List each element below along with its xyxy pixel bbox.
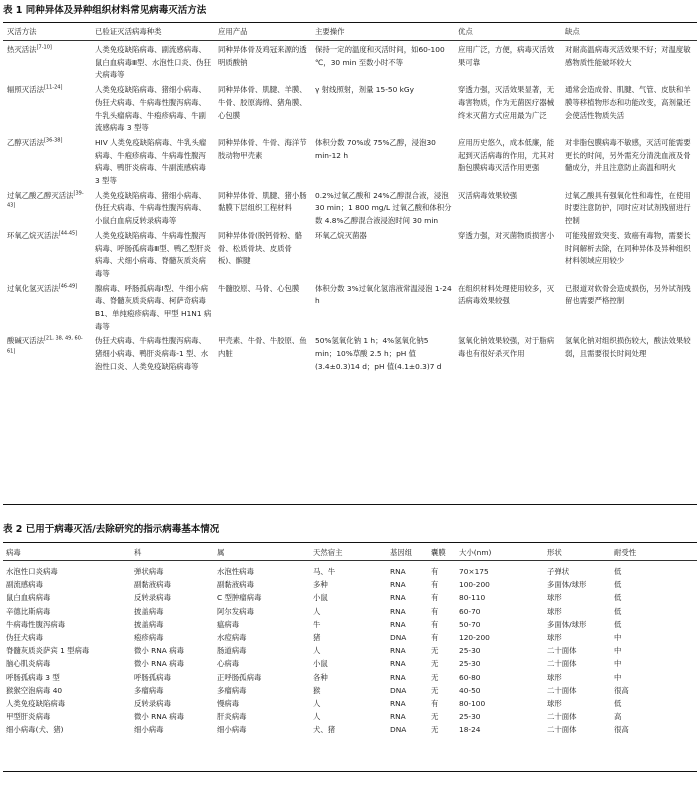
table2-cell-genus: 阿尔发病毒 — [217, 606, 254, 616]
table1-cell-products-text: 甲壳素、牛骨、牛胶原、鱼内脏 — [218, 336, 307, 359]
table2-cell-shape: 球形 — [547, 593, 562, 603]
table2-cell-envelope: 无 — [431, 646, 439, 656]
table2-cell-genus: 肝炎病毒 — [217, 712, 247, 722]
table1-cell-cons — [561, 333, 697, 373]
table1-cell-viruses-text: 腺病毒、呼肠孤病毒Ⅰ型、牛细小病毒、脊髓灰质炎病毒、柯萨奇病毒 B1、单纯疱疹病毒、甲型 H1N1 病毒等 — [95, 283, 212, 331]
table2-cell-genome: RNA — [390, 593, 406, 603]
table1-cell-pros-text: 应用广泛，方便，病毒灭活效果可靠 — [458, 45, 555, 67]
table2-cell-size: 80-110 — [459, 593, 486, 603]
table1-cell-cons-text: 氢氧化钠对组织损伤较大，酸法效果较弱，且需要很长时间处理 — [565, 336, 691, 359]
table1-cell-operation-text: 50%氢氧化钠 1 h；4%氢氧化钠5 min；10%草酸 2.5 h；pH 值(3.4±0.3)14 d；pH 值(4.1±0.3)7 d — [315, 336, 442, 371]
table1-cell-pros — [454, 135, 561, 188]
table2-cell-host: 多种 — [313, 580, 328, 590]
table1-cell-products — [214, 82, 311, 135]
table1-cell-cons — [561, 135, 697, 188]
table2-cell-size: 18-24 — [459, 725, 481, 735]
table2-cell-size: 40-50 — [459, 685, 481, 695]
table1-cell-operation — [311, 188, 454, 228]
table2-cell-resistance: 高 — [614, 712, 622, 722]
table1-cell-method — [3, 281, 91, 334]
table2-cell-genome: RNA — [390, 567, 406, 576]
table2-cell-envelope: 有 — [431, 593, 439, 603]
table2-cell-virus: 辛德比斯病毒 — [6, 606, 51, 616]
table1-cell-method — [3, 333, 91, 373]
table2-cell-shape: 球形 — [547, 606, 562, 616]
table1-cell-viruses — [91, 82, 214, 135]
table1-cell-operation-text: 环氧乙烷灭菌器 — [315, 230, 367, 240]
table1-top-rule — [3, 22, 697, 23]
table2-cell-genome: RNA — [390, 646, 406, 656]
table2-row — [3, 592, 697, 605]
table2-cell-size: 50-70 — [459, 619, 481, 629]
table2-cell-host: 人 — [313, 606, 321, 616]
table1-cell-viruses — [91, 188, 214, 228]
table1-row — [3, 82, 697, 135]
table1-cell-products-text: 同种异体骨、肌腱、羊膜、牛骨、胶原海绵、猪角膜、心包膜 — [218, 85, 307, 120]
table2-cell-genus: 细小病毒 — [217, 725, 247, 735]
table2-cell-host: 犬、猪 — [313, 725, 336, 735]
table1-header-viruses: 已验证灭活病毒种类 — [95, 27, 162, 36]
table2-cell-size: 25-30 — [459, 712, 481, 722]
table2-cell-virus: 甲型肝炎病毒 — [6, 712, 51, 722]
table2-header-genome: 基因组 — [390, 548, 413, 557]
table2-cell-envelope: 有 — [431, 580, 439, 590]
table1-cell-products — [214, 228, 311, 281]
table1-cell-cons — [561, 82, 697, 135]
table2-cell-virus: 猴猴空泡病毒 40 — [6, 685, 63, 695]
table1-cell-cons — [561, 42, 697, 82]
table2-row — [3, 724, 697, 737]
table2-cell-envelope: 无 — [431, 725, 439, 735]
table1-cell-cons-text: 对非脂包膜病毒不敏感，灭活可能需要更长的时间，另外需充分清洗血液及骨髓成分，并且注意防止高温和明火 — [565, 137, 691, 173]
table2-cell-virus: 牛病毒性腹泻病毒 — [6, 619, 66, 629]
table2-cell-family: 微小 RNA 病毒 — [134, 712, 184, 722]
table2-cell-envelope: 无 — [431, 659, 439, 669]
table2-row — [3, 605, 697, 618]
table2-row — [3, 684, 697, 697]
table2-cell-host: 小鼠 — [313, 659, 328, 669]
table1-cell-cons-text: 可能残留致突变、致癌有毒物，需要长时间解析去除，在同种异体及异种组织材料领域应用较少 — [565, 230, 691, 266]
table2-cell-family: 疱疹病毒 — [134, 632, 164, 642]
table2-cell-genome: RNA — [390, 712, 406, 722]
table1-cell-viruses-text: 人类免疫缺陷病毒、猪细小病毒、伪狂犬病毒、牛病毒性腹泻病毒、小鼠白血病反转录病毒等 — [95, 190, 206, 226]
table2-cell-resistance: 低 — [614, 619, 622, 629]
table2-cell-size: 100-200 — [459, 580, 490, 590]
table2-cell-host: 各种 — [313, 672, 328, 682]
table2-cell-family: 细小病毒 — [134, 725, 164, 735]
table2-cell-family: 弹状病毒 — [134, 567, 164, 576]
table2-cell-host: 猴 — [313, 685, 321, 695]
table2-cell-shape: 球形 — [547, 698, 562, 708]
table1-cell-operation — [311, 42, 454, 82]
table2-header-genus: 属 — [217, 548, 225, 557]
table1-cell-operation — [311, 135, 454, 188]
table2-cell-genus: 心病毒 — [217, 659, 240, 669]
table2-cell-family: 披盖病毒 — [134, 619, 164, 629]
table2-cell-family: 反转录病毒 — [134, 593, 171, 603]
table2-cell-resistance: 中 — [614, 632, 622, 642]
table2-cell-host: 人 — [313, 712, 321, 722]
table2-cell-host: 人 — [313, 646, 321, 656]
table1-cell-operation-text: γ 射线照射，剂量 15-50 kGy — [315, 85, 415, 95]
table1-cell-method-text: 过氧乙酸乙醇灭活法 — [7, 190, 74, 200]
table1-bottom-rule — [3, 504, 697, 505]
table1-header-row — [3, 24, 697, 42]
table2-cell-size: 80-100 — [459, 698, 486, 708]
table2-cell-virus: 副流感病毒 — [6, 580, 43, 590]
table2-cell-virus: 呼肠孤病毒 3 型 — [6, 672, 60, 682]
table1-cell-viruses-text: HIV 人类免疫缺陷病毒、牛乳头瘤病毒、牛疱疹病毒、牛病毒性腹泻病毒、鸭肝炎病毒、牛副流感病毒 3 型等 — [95, 137, 207, 186]
table1-cell-operation-text: 0.2%过氧乙酸和 24%乙醇混合液，浸泡 30 min；1 800 mg/L 过氧乙酸和体积分数 4.8%乙醇混合液浸泡时间 30 min — [315, 190, 452, 226]
table2-cell-resistance: 低 — [614, 606, 622, 616]
table1-cell-cons — [561, 188, 697, 228]
table1-cell-method-text: 辐照灭活法 — [7, 85, 44, 95]
table2-row — [3, 658, 697, 671]
table1-cell-operation — [311, 333, 454, 373]
table2-cell-family: 多瘤病毒 — [134, 685, 164, 695]
table2-cell-genome: DNA — [390, 685, 407, 695]
table1-cell-operation — [311, 228, 454, 281]
table2-cell-genome: DNA — [390, 632, 407, 642]
table2-cell-family: 副黏液病毒 — [134, 580, 171, 590]
table2-cell-envelope: 无 — [431, 685, 439, 695]
table1-cell-pros-text: 应用历史悠久，成本低廉，能起到灭活病毒的作用，尤其对脂包膜病毒灭活作用更强 — [458, 137, 555, 173]
table2-cell-genus: 慢病毒 — [217, 698, 240, 708]
table2-cell-genome: RNA — [390, 619, 406, 629]
table2-cell-resistance: 很高 — [614, 725, 629, 735]
table1-cell-viruses — [91, 135, 214, 188]
table2-header-size: 大小(nm) — [459, 548, 492, 557]
table2-cell-host: 牛 — [313, 619, 321, 629]
table1-cell-pros — [454, 281, 561, 334]
table2-cell-resistance: 低 — [614, 580, 622, 590]
table2-cell-shape: 二十面体 — [547, 712, 577, 722]
table1-cell-products — [214, 135, 311, 188]
table2-cell-shape: 球形 — [547, 632, 562, 642]
table2-cell-host: 马、牛 — [313, 567, 336, 576]
table2-row — [3, 697, 697, 710]
table1-header-cons: 缺点 — [565, 27, 580, 36]
table1-reference: [21, 38, 49, 60-61] — [7, 336, 83, 355]
table2-cell-genus: 水泡性病毒 — [217, 567, 254, 576]
table2-cell-family: 呼肠孤病毒 — [134, 672, 171, 682]
table2-cell-virus: 水泡性口炎病毒 — [6, 567, 58, 576]
table1-cell-viruses-text: 人类免疫缺陷病毒、猪细小病毒、伪狂犬病毒、牛病毒性腹泻病毒、牛乳头瘤病毒、牛疱疹病毒、牛副流感病毒 3 型等 — [95, 85, 206, 133]
table1-reference: [39-43] — [7, 190, 84, 209]
table2-cell-virus: 人类免疫缺陷病毒 — [6, 698, 66, 708]
table2-caption: 表 2 已用于病毒灭活/去除研究的指示病毒基本情况 — [3, 524, 220, 535]
table2-cell-virus: 细小病毒(犬、猪) — [6, 725, 64, 735]
table1-cell-operation-text: 体积分数 3%过氧化氢溶液常温浸泡 1-24 h — [315, 283, 452, 306]
table1-cell-pros-text: 穿透力强，对灭菌物质损害小 — [458, 230, 555, 240]
table2-cell-family: 微小 RNA 病毒 — [134, 659, 184, 669]
table2-cell-resistance: 低 — [614, 698, 622, 708]
table2-cell-virus: 伪狂犬病毒 — [6, 632, 43, 642]
table1-cell-products-text: 同种异体骨(脱钙骨粉、骼骨、松质骨块、皮质骨板)、髌腱 — [218, 230, 303, 266]
table1-cell-products — [214, 188, 311, 228]
table2-cell-genome: RNA — [390, 580, 406, 590]
table2-cell-family: 微小 RNA 病毒 — [134, 646, 184, 656]
table2-header-virus: 病毒 — [6, 548, 21, 557]
table2-header-shape: 形状 — [547, 548, 562, 557]
table2-cell-shape: 二十面体 — [547, 646, 577, 656]
table2-cell-size: 25-30 — [459, 659, 481, 669]
table2-header-family: 科 — [134, 548, 142, 557]
table1-row — [3, 188, 697, 228]
table1-header-method: 灭活方法 — [7, 27, 37, 36]
table2-cell-genus: 副黏液病毒 — [217, 580, 254, 590]
table2-cell-envelope: 有 — [431, 632, 439, 642]
table2-cell-host: 小鼠 — [313, 593, 328, 603]
table2-cell-shape: 二十面体 — [547, 659, 577, 669]
table2-cell-shape: 二十面体 — [547, 725, 577, 735]
table2-cell-resistance: 中 — [614, 659, 622, 669]
table1-cell-pros — [454, 82, 561, 135]
table2-row — [3, 671, 697, 684]
table1-reference: [46-49] — [58, 283, 78, 290]
table1-cell-pros-text: 在组织材料处理使用较多，灭活病毒效果较强 — [458, 283, 555, 306]
table1-header-operation: 主要操作 — [315, 27, 345, 36]
table1-reference: [44-45] — [58, 230, 78, 237]
table2-row — [3, 631, 697, 644]
table2-cell-genome: RNA — [390, 606, 406, 616]
table2-header-envelope: 囊膜 — [431, 548, 446, 557]
table2-cell-resistance: 低 — [614, 567, 622, 576]
table1-cell-viruses-text: 伪狂犬病毒、牛病毒性腹泻病毒、猪细小病毒、鸭肝炎病毒-1 型、水泡性口炎、人类免疫缺陷病毒等 — [95, 336, 209, 371]
table1-cell-operation — [311, 281, 454, 334]
table1-row — [3, 333, 697, 373]
table1-reference: [36-38] — [43, 137, 63, 144]
table1-row — [3, 135, 697, 188]
table1-cell-pros — [454, 42, 561, 82]
table2-cell-host: 猪 — [313, 632, 321, 642]
table1-cell-cons-text: 已报道对软骨会造成损伤，另外试剂残留也需要严格控制 — [565, 283, 691, 306]
table1-cell-pros-text: 穿透力强，灭活效果显著，无毒害物质，作为无菌医疗器械终末灭菌方式应用最为广泛 — [458, 85, 555, 120]
table1-cell-pros — [454, 188, 561, 228]
table1-cell-method — [3, 188, 91, 228]
table1-cell-viruses — [91, 281, 214, 334]
table1-cell-method-text: 热灭活法 — [7, 45, 37, 54]
table1-cell-method — [3, 228, 91, 281]
table2-cell-virus: 脑心肌炎病毒 — [6, 659, 51, 669]
table2-cell-envelope: 无 — [431, 672, 439, 682]
table1-header-pros: 优点 — [458, 27, 473, 36]
table2-cell-genome: RNA — [390, 698, 406, 708]
table2-cell-size: 60-70 — [459, 606, 481, 616]
table2 — [3, 545, 697, 737]
table2-cell-genus: C 型肿瘤病毒 — [217, 593, 262, 603]
table1-cell-method-text: 过氧化氢灭活法 — [7, 283, 59, 293]
table1-cell-pros — [454, 333, 561, 373]
table2-cell-shape: 多面体/球形 — [547, 580, 587, 590]
table1-header-products: 应用产品 — [218, 27, 248, 36]
table2-cell-virus: 脊髓灰质炎萨宾 1 型病毒 — [6, 646, 90, 656]
table1-cell-operation-text: 体积分数 70%或 75%乙醇，浸泡30 min-12 h — [315, 137, 436, 160]
table2-cell-resistance: 中 — [614, 672, 622, 682]
table1-cell-method — [3, 42, 91, 82]
table1-cell-cons-text: 过氧乙酸具有强氧化性和毒性，在使用时要注意防护，同时应对试剂残留进行控制 — [565, 190, 691, 226]
table2-row — [3, 562, 697, 579]
table1-cell-products-text: 同种异体骨、牛骨、海洋节肢动物甲壳素 — [218, 137, 307, 160]
table2-cell-genus: 多瘤病毒 — [217, 685, 247, 695]
table1-row — [3, 228, 697, 281]
table2-cell-shape: 球形 — [547, 672, 562, 682]
table1-cell-products-text: 同种异体骨及鸡冠来源的透明质酸钠 — [218, 45, 307, 67]
table1-cell-cons-text: 对耐高温病毒灭活效果不好；对温度敏感物质性能破坏较大 — [565, 45, 691, 67]
table1-cell-products — [214, 281, 311, 334]
table2-row — [3, 645, 697, 658]
table2-row — [3, 618, 697, 631]
table2-cell-genome: RNA — [390, 659, 406, 669]
table2-top-rule — [3, 542, 697, 543]
table2-row — [3, 579, 697, 592]
table2-cell-envelope: 有 — [431, 606, 439, 616]
table1-cell-method-text: 酸碱灭活法 — [7, 336, 44, 346]
table1-cell-cons — [561, 228, 697, 281]
table2-cell-envelope: 有 — [431, 619, 439, 629]
table2-cell-genus: 水痘病毒 — [217, 632, 247, 642]
table1-cell-method-text: 环氧乙烷灭活法 — [7, 230, 59, 240]
table2-header-resistance: 耐受性 — [614, 548, 637, 557]
table2-cell-envelope: 无 — [431, 712, 439, 722]
table1 — [3, 24, 697, 374]
table1-reference: [11-24] — [43, 84, 63, 91]
table2-bottom-rule — [3, 771, 697, 772]
table1-cell-products — [214, 333, 311, 373]
table2-cell-genome: RNA — [390, 672, 406, 682]
table1-cell-viruses — [91, 42, 214, 82]
table1-cell-viruses-text: 人类免疫缺陷病毒、牛病毒性腹泻病毒、呼肠孤病毒Ⅲ型、鸭乙型肝炎病毒、犬细小病毒、脊髓灰质炎病毒等 — [95, 230, 211, 278]
table1-cell-viruses-text: 人类免疫缺陷病毒、副流感病毒、鼠白血病毒Ⅲ型、水泡性口炎、伪狂犬病毒等 — [95, 45, 211, 80]
table1-caption: 表 1 同种异体及异种组织材料常见病毒灭活方法 — [3, 5, 207, 16]
table1-cell-cons-text: 通常会造成骨、肌腱、气管、皮肤和羊膜等移植物形态和功能改变，高剂量还会使活性物质失活 — [565, 85, 691, 120]
table2-cell-family: 反转录病毒 — [134, 698, 171, 708]
table1-cell-pros-text: 灭活病毒效果较强 — [458, 190, 518, 200]
table1-cell-pros — [454, 228, 561, 281]
table2-cell-resistance: 低 — [614, 593, 622, 603]
table1-reference: [7-10] — [36, 44, 52, 51]
table2-header-row — [3, 545, 697, 562]
table1-row — [3, 42, 697, 82]
table2-row — [3, 710, 697, 723]
table2-cell-envelope: 有 — [431, 698, 439, 708]
table2-cell-resistance: 很高 — [614, 685, 629, 695]
table2-cell-size: 120-200 — [459, 632, 490, 642]
table1-cell-pros-text: 氢氧化钠效果较强，对于脂病毒也有很好杀灭作用 — [458, 336, 555, 359]
table2-cell-resistance: 中 — [614, 646, 622, 656]
table1-cell-viruses — [91, 333, 214, 373]
table1-row — [3, 281, 697, 334]
table2-cell-shape: 多面体/球形 — [547, 619, 587, 629]
table1-cell-products — [214, 42, 311, 82]
table2-cell-envelope: 有 — [431, 567, 439, 576]
table2-cell-shape: 子弹状 — [547, 567, 570, 576]
table2-cell-genus: 正呼肠孤病毒 — [217, 672, 262, 682]
table1-cell-method — [3, 135, 91, 188]
table1-cell-operation-text: 保持一定的温度和灭活时间，如60-100 ℃，30 min 至数小时不等 — [315, 45, 445, 67]
table1-cell-method-text: 乙醇灭活法 — [7, 137, 44, 147]
table2-cell-family: 披盖病毒 — [134, 606, 164, 616]
table2-cell-genome: DNA — [390, 725, 407, 735]
table1-cell-cons — [561, 281, 697, 334]
table2-cell-genus: 瘟病毒 — [217, 619, 240, 629]
table1-cell-viruses — [91, 228, 214, 281]
table2-cell-shape: 二十面体 — [547, 685, 577, 695]
table1-cell-operation — [311, 82, 454, 135]
table1-cell-method — [3, 82, 91, 135]
table2-cell-virus: 鼠白血病病毒 — [6, 593, 51, 603]
table2-header-host: 天然宿主 — [313, 548, 343, 557]
table1-cell-products-text: 牛髓胶原、马骨、心包膜 — [218, 283, 300, 293]
table2-cell-size: 60-80 — [459, 672, 481, 682]
table2-cell-size: 70×175 — [459, 567, 489, 576]
table1-cell-products-text: 同种异体骨、肌腱、猪小肠黏膜下层组织工程材料 — [218, 190, 307, 213]
table2-cell-host: 人 — [313, 698, 321, 708]
table2-cell-size: 25-30 — [459, 646, 481, 656]
table2-cell-genus: 肠道病毒 — [217, 646, 247, 656]
